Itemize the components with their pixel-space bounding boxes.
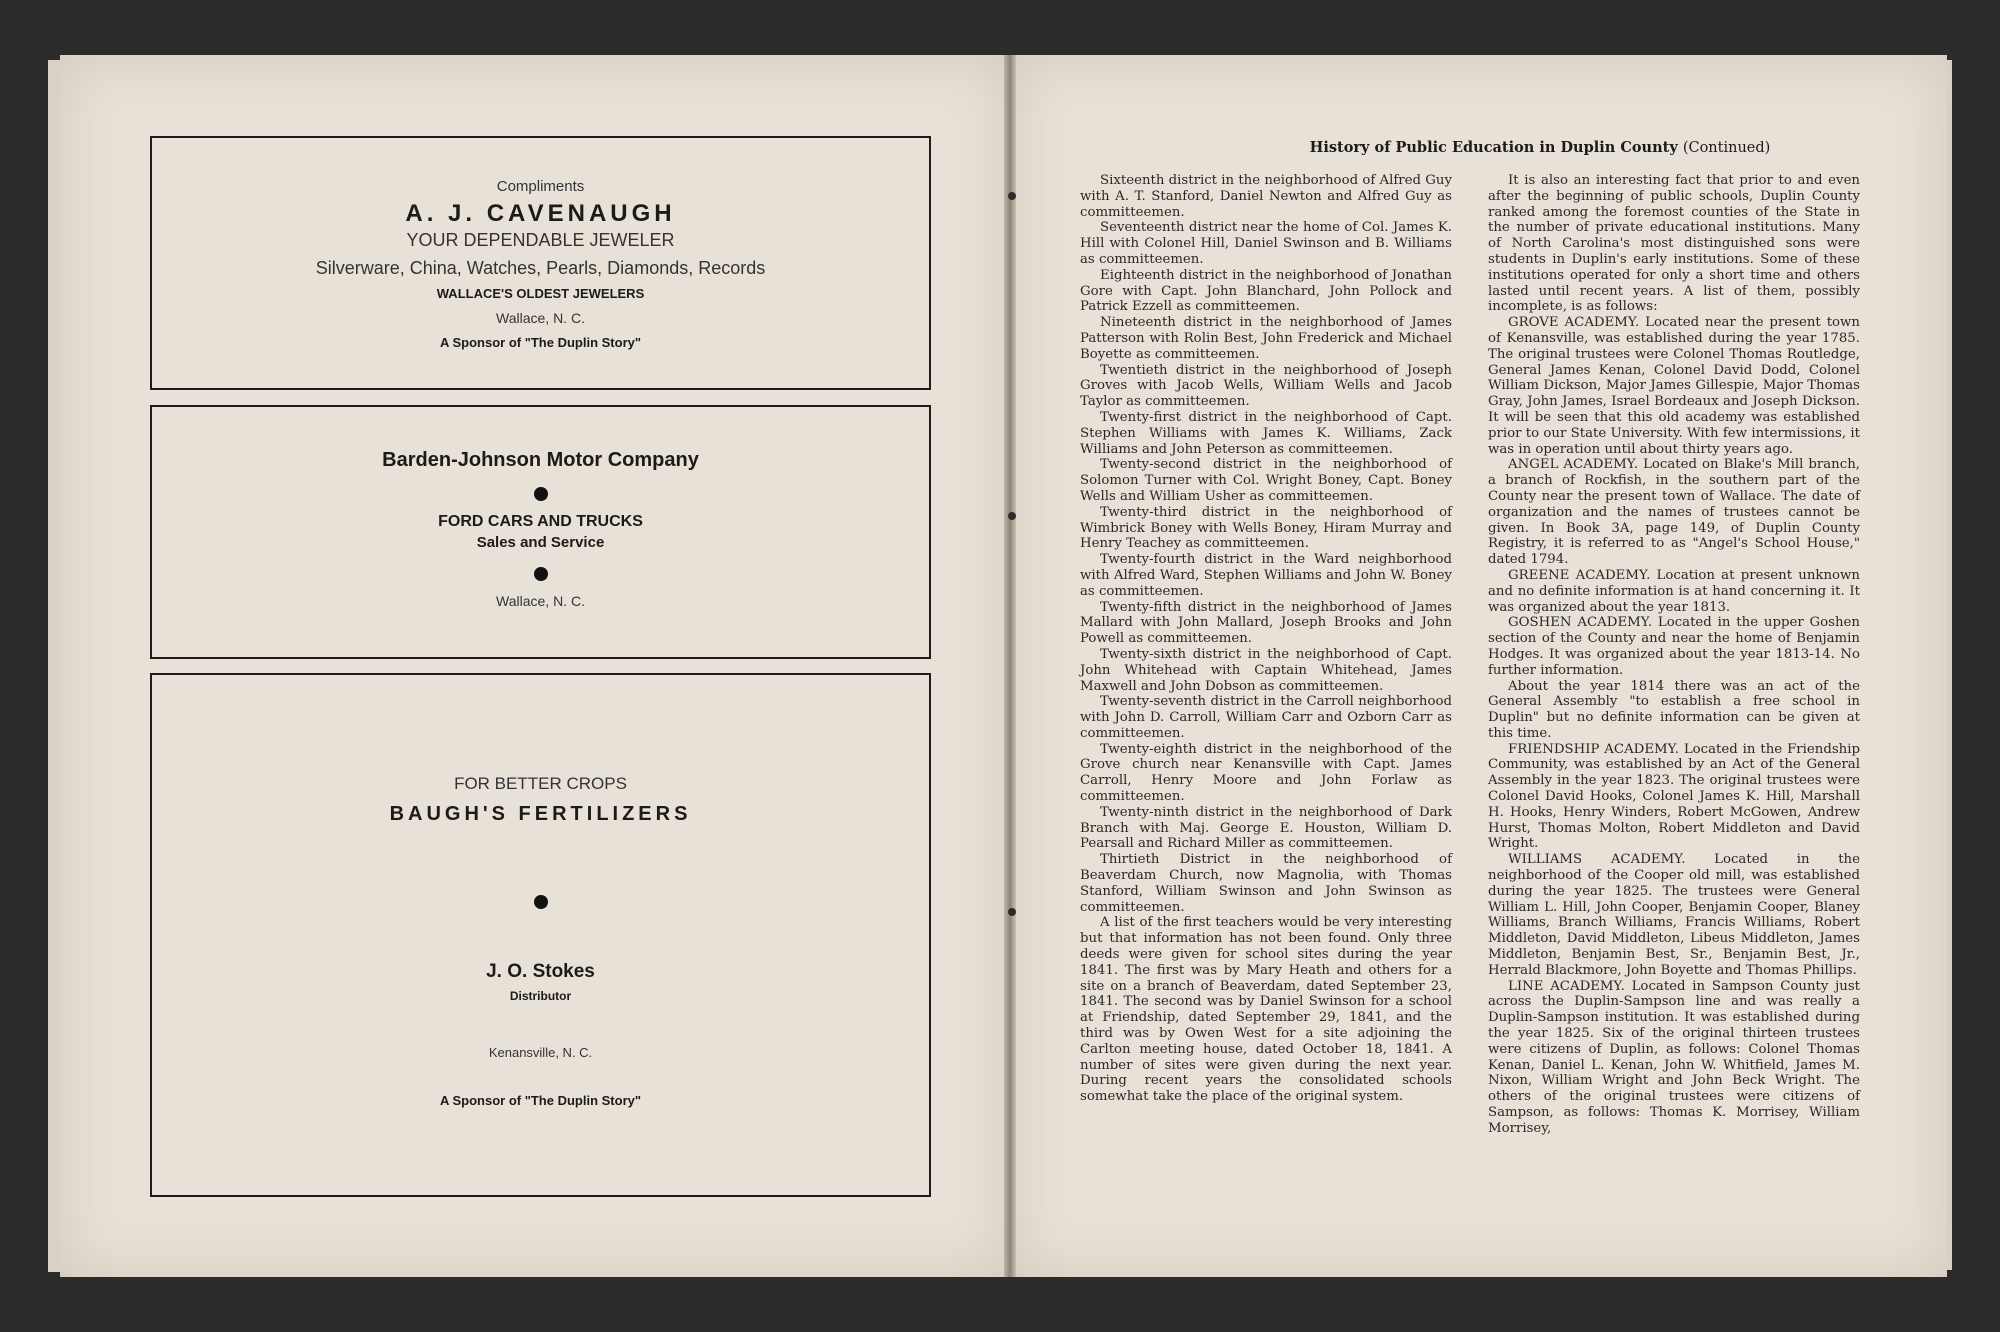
paragraph: Thirtieth District in the neighborhood of Beaverdam Church, now Magnolia, with Thomas Stanford, William Swinson and John Swinson as committeemen. xyxy=(1080,852,1452,915)
paragraph: WILLIAMS ACADEMY. Located in the neighborhood of the Cooper old mill, was established during the year 1825. The trustees were General William L. Hill, John Cooper, Benjamin Cooper, Blaney Williams, Branch Williams, Francis Williams, Robert Middleton, David Middleton, Libeus Middleton, James Middleton, Benjamin Best, Sr., Benjamin Best, Jr., Herrald Blackmore, John Boyette and Thomas Phillips. xyxy=(1488,852,1860,978)
running-head xyxy=(1080,139,2000,156)
ad-location: Wallace, N. C. xyxy=(496,310,585,326)
paragraph: Twenty-seventh district in the Carroll neighborhood with John D. Carroll, William Carr and Ozborn Carr as committeemen. xyxy=(1080,694,1452,741)
bullet-dot xyxy=(534,487,548,501)
bullet-dot xyxy=(534,567,548,581)
staple-hole xyxy=(1008,512,1016,520)
paragraph: Sixteenth district in the neighborhood of Alfred Guy with A. T. Stanford, Daniel Newton and Alfred Guy as committeemen. xyxy=(1080,173,1452,220)
paragraph: About the year 1814 there was an act of the General Assembly "to establish a free school in Duplin" but no definite information can be given at this time. xyxy=(1488,678,1860,741)
ad-sponsor: A Sponsor of "The Duplin Story" xyxy=(439,335,642,350)
ad-pre-heading: FOR BETTER CROPS xyxy=(454,774,627,793)
ad-sponsor: A Sponsor of "The Duplin Story" xyxy=(439,1093,642,1108)
ad-line-2: Sales and Service xyxy=(476,534,605,551)
paragraph: Eighteenth district in the neighborhood of Jonathan Gore with Capt. John Blanchard, John Pollock and Patrick Ezzell as committeemen. xyxy=(1080,267,1452,315)
paragraph: GREENE ACADEMY. Location at present unknown and no definite information is at hand concerning it. It was organized about the year 1813. xyxy=(1488,567,1860,615)
paragraph: Twenty-second district in the neighborhood of Solomon Turner with Col. Wright Boney, Capt. Boney Wells and William Usher as committeemen. xyxy=(1080,457,1452,504)
paragraph: GROVE ACADEMY. Located near the present town of Kenansville, was established during the year 1785. The original trustees were Colonel Thomas Routledge, General James Kenan, Colonel David Dodd, Colonel William Dickson, Major James Gillespie, Major Thomas Gray, John James, Israel Bordeaux and Joseph Dickson. It will be seen that this old academy was established prior to our State University. With few intermissions, it was in operation until about thirty years ago. xyxy=(1488,315,1860,457)
running-head-continued: (Continued) xyxy=(1682,140,1771,156)
running-head-title: History of Public Education in Duplin County xyxy=(1309,139,1678,156)
paragraph: Twenty-first district in the neighborhood of Capt. Stephen Williams with James K. Williams, Zack Williams and John Peterson as committeemen. xyxy=(1080,409,1452,457)
paragraph: Twenty-ninth district in the neighborhood of Dark Branch with Maj. George E. Houston, William D. Pearsall and Richard Miller as committeemen. xyxy=(1080,804,1452,852)
paragraph: LINE ACADEMY. Located in Sampson County just across the Duplin-Sampson line and was really a Duplin-Sampson institution. It was established during the year 1825. Six of the original thirteen trustees were citizens of Duplin, as follows: Colonel Thomas Kenan, Daniel L. Kenan, John W. Whitfield, James M. Nixon, William Wright and John Beck Wright. The others of the original trustees were citizens of Sampson, as follows: Thomas K. Morrisey, William Morrisey, xyxy=(1488,978,1860,1136)
ad-line-1: FORD CARS AND TRUCKS xyxy=(438,513,643,530)
paragraph: Twenty-sixth district in the neighborhood of Capt. John Whitehead with Captain Whitehead, James Maxwell and John Dobson as committeemen. xyxy=(1080,646,1452,694)
staple-hole xyxy=(1008,908,1016,916)
text-column-2 xyxy=(1488,173,1860,1137)
text-column-1 xyxy=(1080,173,1452,1105)
paragraph: A list of the first teachers would be very interesting but that information has not been found. Only three deeds were given for school sites during the year 1841. The first was by Mary Heath and others for a site on a branch of Beaverdam, dated September 23, 1841. The second was by Daniel Swinson for a school at Friendship, dated September 29, 1841, and the third was by Owen West for a site adjoining the Carlton meeting house, dated October 18, 1841. A number of sites were given during the next year. During recent years the consolidated schools somewhat take the place of the original system. xyxy=(1080,915,1452,1105)
paragraph: Twenty-fourth district in the Ward neighborhood with Alfred Ward, Stephen Williams and John W. Boney as committeemen. xyxy=(1080,552,1452,599)
paragraph: Seventeenth district near the home of Col. James K. Hill with Colonel Hill, Daniel Swinson and B. Williams as committeemen. xyxy=(1080,220,1452,267)
paragraph: Twenty-third district in the neighborhood of Wimbrick Boney with Wells Boney, Hiram Murray and Henry Teachey as committeemen. xyxy=(1080,504,1452,552)
ad-slogan: WALLACE'S OLDEST JEWELERS xyxy=(436,286,645,301)
ad-business-name: A. J. CAVENAUGH xyxy=(405,200,676,227)
paragraph: It is also an interesting fact that prior to and even after the beginning of public schools, Duplin County ranked among the foremost counties of the State in the number of private educational institutions. Many of North Carolina's most distinguished sons were students in Duplin's early institutions. Some of these institutions operated for only a short time and others lasted until recent years. A list of them, possibly incomplete, is as follows: xyxy=(1488,173,1860,315)
paragraph: Nineteenth district in the neighborhood of James Patterson with Rolin Best, John Frederick and Michael Boyette as committeemen. xyxy=(1080,315,1452,362)
ad-distributor-name: J. O. Stokes xyxy=(486,961,595,982)
ad-location: Wallace, N. C. xyxy=(496,593,585,609)
paragraph: GOSHEN ACADEMY. Located in the upper Goshen section of the County and near the home of Benjamin Hodges. It was organized about the year 1813-14. No further information. xyxy=(1488,615,1860,678)
ad-baughs-fertilizers xyxy=(150,673,931,1197)
ad-barden-johnson xyxy=(150,405,931,659)
ad-business-name: BAUGH'S FERTILIZERS xyxy=(389,803,692,825)
ad-tagline: YOUR DEPENDABLE JEWELER xyxy=(406,230,675,250)
ad-cavenaugh xyxy=(150,136,931,390)
paragraph: ANGEL ACADEMY. Located on Blake's Mill branch, a branch of Rockfish, in the southern part of the County near the present town of Wallace. The date of organization and the names of trustees cannot be given. In Book 3A, page 149, of Duplin County Registry, it is referred to as "Angel's School House," dated 1794. xyxy=(1488,457,1860,568)
staple-hole xyxy=(1008,192,1016,200)
ad-compliments: Compliments xyxy=(496,178,585,195)
ad-distributor-label: Distributor xyxy=(509,989,572,1003)
book-gutter xyxy=(1004,55,1016,1277)
paragraph: Twenty-eighth district in the neighborhood of the Grove church near Kenansville with Capt. James Carroll, Henry Moore and John Forlaw as committeemen. xyxy=(1080,741,1452,805)
bullet-dot xyxy=(534,895,548,909)
paragraph: FRIENDSHIP ACADEMY. Located in the Friendship Community, was established by an Act of the General Assembly in the year 1823. The original trustees were Colonel David Hooks, Colonel James K. Hill, Marshall H. Hooks, Henry Winders, Robert McGowen, Andrew Hurst, Thomas Molton, Robert Middleton and David Wright. xyxy=(1488,741,1860,852)
paragraph: Twenty-fifth district in the neighborhood of James Mallard with John Mallard, Joseph Brooks and John Powell as committeemen. xyxy=(1080,599,1452,647)
ad-products: Silverware, China, Watches, Pearls, Diamonds, Records xyxy=(315,258,766,278)
ad-location: Kenansville, N. C. xyxy=(488,1045,593,1060)
ad-business-name: Barden-Johnson Motor Company xyxy=(382,449,699,471)
paragraph: Twentieth district in the neighborhood of Joseph Groves with Jacob Wells, William Wells and Jacob Taylor as committeemen. xyxy=(1080,362,1452,410)
